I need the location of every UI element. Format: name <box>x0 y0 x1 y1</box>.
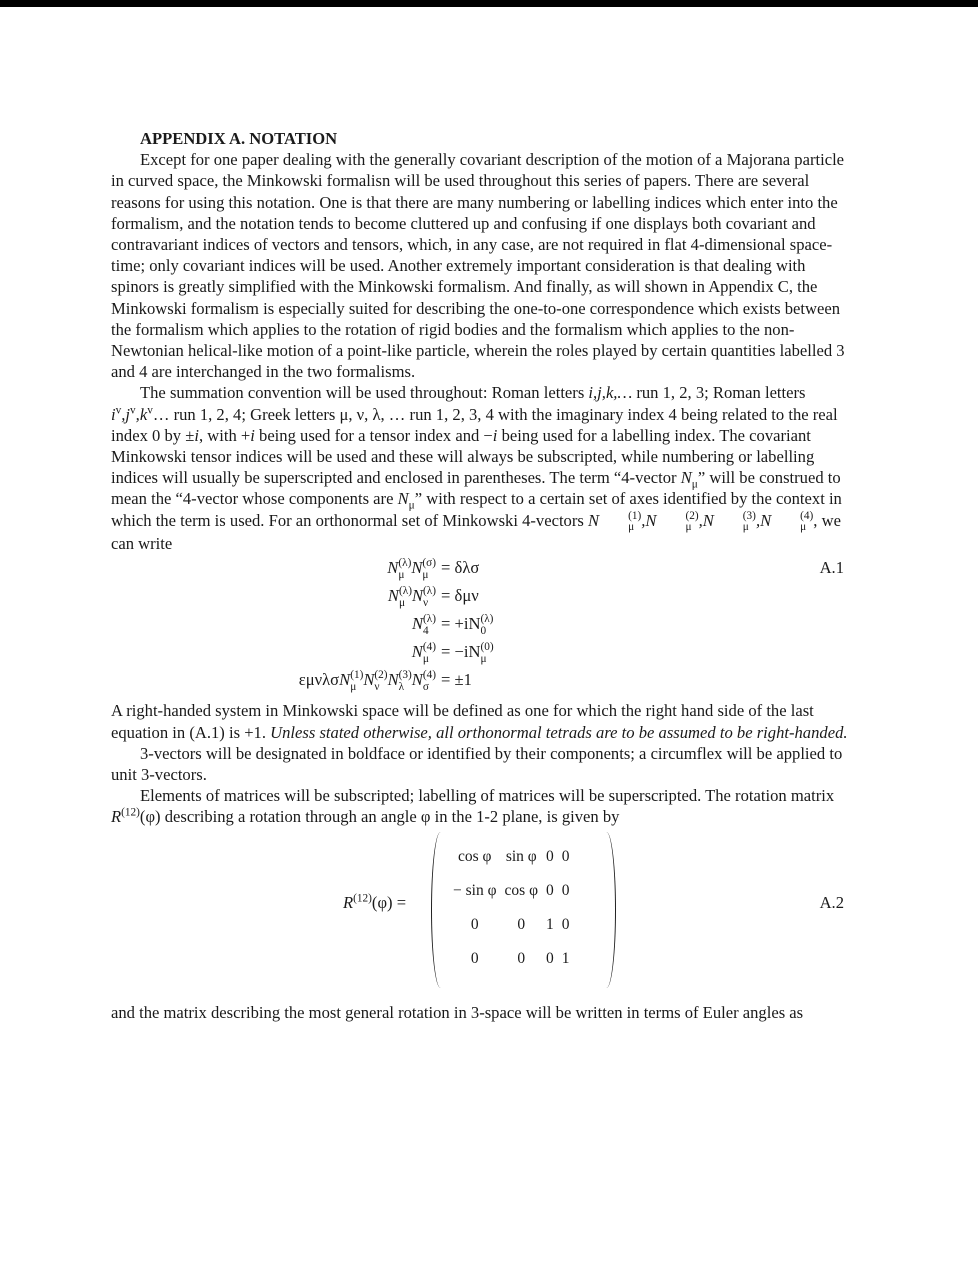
matrix-right-paren <box>597 832 616 988</box>
appendix-heading: APPENDIX A. NOTATION <box>140 129 338 148</box>
matrix-left-paren <box>431 832 450 988</box>
document-page <box>111 128 856 1023</box>
equation-a1-row-1: N (λ) μ N (σ) μ = δλσ A.1 <box>387 557 844 581</box>
matrix-lhs: $R^{(12)}(\varphi)$ = <box>343 892 407 912</box>
equation-number-a1: A.1 <box>819 558 844 578</box>
scan-top-border <box>0 0 978 7</box>
paragraph-intro: Except for one paper dealing with the generally covariant description of the motion of a Majorana particle in curved space, the Minkowski formalisn will be used throughout this series of papers. There are several reasons for using this notation. One is that there are many numbering or labelling indices which enter into the formalism, and the notation tends to become cluttered up and confusing if one displays both covariant and contravariant indices of vectors and tensors, which, in any case, are not required in flat 4-dimensional space-time; only covariant indices will be used. Another extremely important consideration is that dealing with spinors is greatly simplified with the Minkowski formalism. And finally, as will shown in Appendix C, the Minkowski formalism is especially suited for describing the one-to-one correspondence which exists between the formalism which applies to the rotation of rigid bodies and the formalism which applies to the non-Newtonian helical-like motion of a point-like particle, wherein the roles played by certain quantities labelled 3 and 4 are interchanged in the two formalisms. <box>111 150 845 382</box>
equation-number-a2: A.2 <box>819 892 844 912</box>
matrix-row: − sin φ cos φ 0 0 <box>453 881 570 899</box>
paragraph-3-vectors: 3-vectors will be designated in boldface or identified by their components; a circumflex will be applied to unit 3-vectors. <box>111 743 843 784</box>
equation-block-a1 <box>111 557 856 697</box>
matrix-row: 0 0 0 1 <box>470 949 570 967</box>
paragraph-summation-convention: The summation convention will be used throughout: Roman letters i,j,k,… run 1, 2, 3; Roman letters $i^v,j^v,k^v\dots$ run 1, 2, 4; Greek letters μ, ν, λ, … run 1, 2, 3, 4 with the imaginary index 4 being related to the real index 0 by ±i, with +i being used for a tensor index and −i being used for a labelling index. The covariant Minkowski tensor indices will be used and these will always be subscripted, while numbering or labelling indices will usually be superscripted and enclosed in parentheses. The term “4-vector $N_\mu$” will be construed to mean the “4-vector whose components are $N_\mu$” with respect to a certain set of axes identified by the context in which the term is used. For an orthonormal set of Minkowski 4-vectors N (1) μ ,N (2) μ ,N (3) μ ,N (4) μ , we can write <box>111 383 842 554</box>
equation-a1-row-4: N (4) μ = −iN (0) μ <box>411 641 494 665</box>
equation-block-a2 <box>111 832 856 992</box>
equation-a1-row-5: εμνλσN (1) μ N (2) ν N (3) λ N (4) σ = ±1 <box>298 669 472 693</box>
matrix-table <box>449 840 574 976</box>
matrix-row: cos φ sin φ 0 0 <box>458 847 570 865</box>
equation-a1-row-3: N (λ) 4 = +iN (λ) 0 <box>411 613 494 637</box>
paragraph-right-handed: A right-handed system in Minkowski space will be defined as one for which the right hand side of the last equation in (A.1) is +1. Unless stated otherwise, all orthonormal tetrads are to be assumed to be right-handed. <box>111 701 848 742</box>
rotation-matrix <box>431 832 616 988</box>
matrix-row: 0 0 1 0 <box>470 915 570 933</box>
equation-a1-row-2: N (λ) μ N (λ) ν = δμν <box>387 585 479 609</box>
paragraph-matrices: Elements of matrices will be subscripted; labelling of matrices will be superscripted. The rotation matrix $R^{(12)}(\varphi)$ describing a rotation through an angle φ in the 1-2 plane, is given by <box>111 786 835 827</box>
paragraph-euler-angles: and the matrix describing the most general rotation in 3-space will be written in terms of Euler angles as <box>111 1002 804 1022</box>
